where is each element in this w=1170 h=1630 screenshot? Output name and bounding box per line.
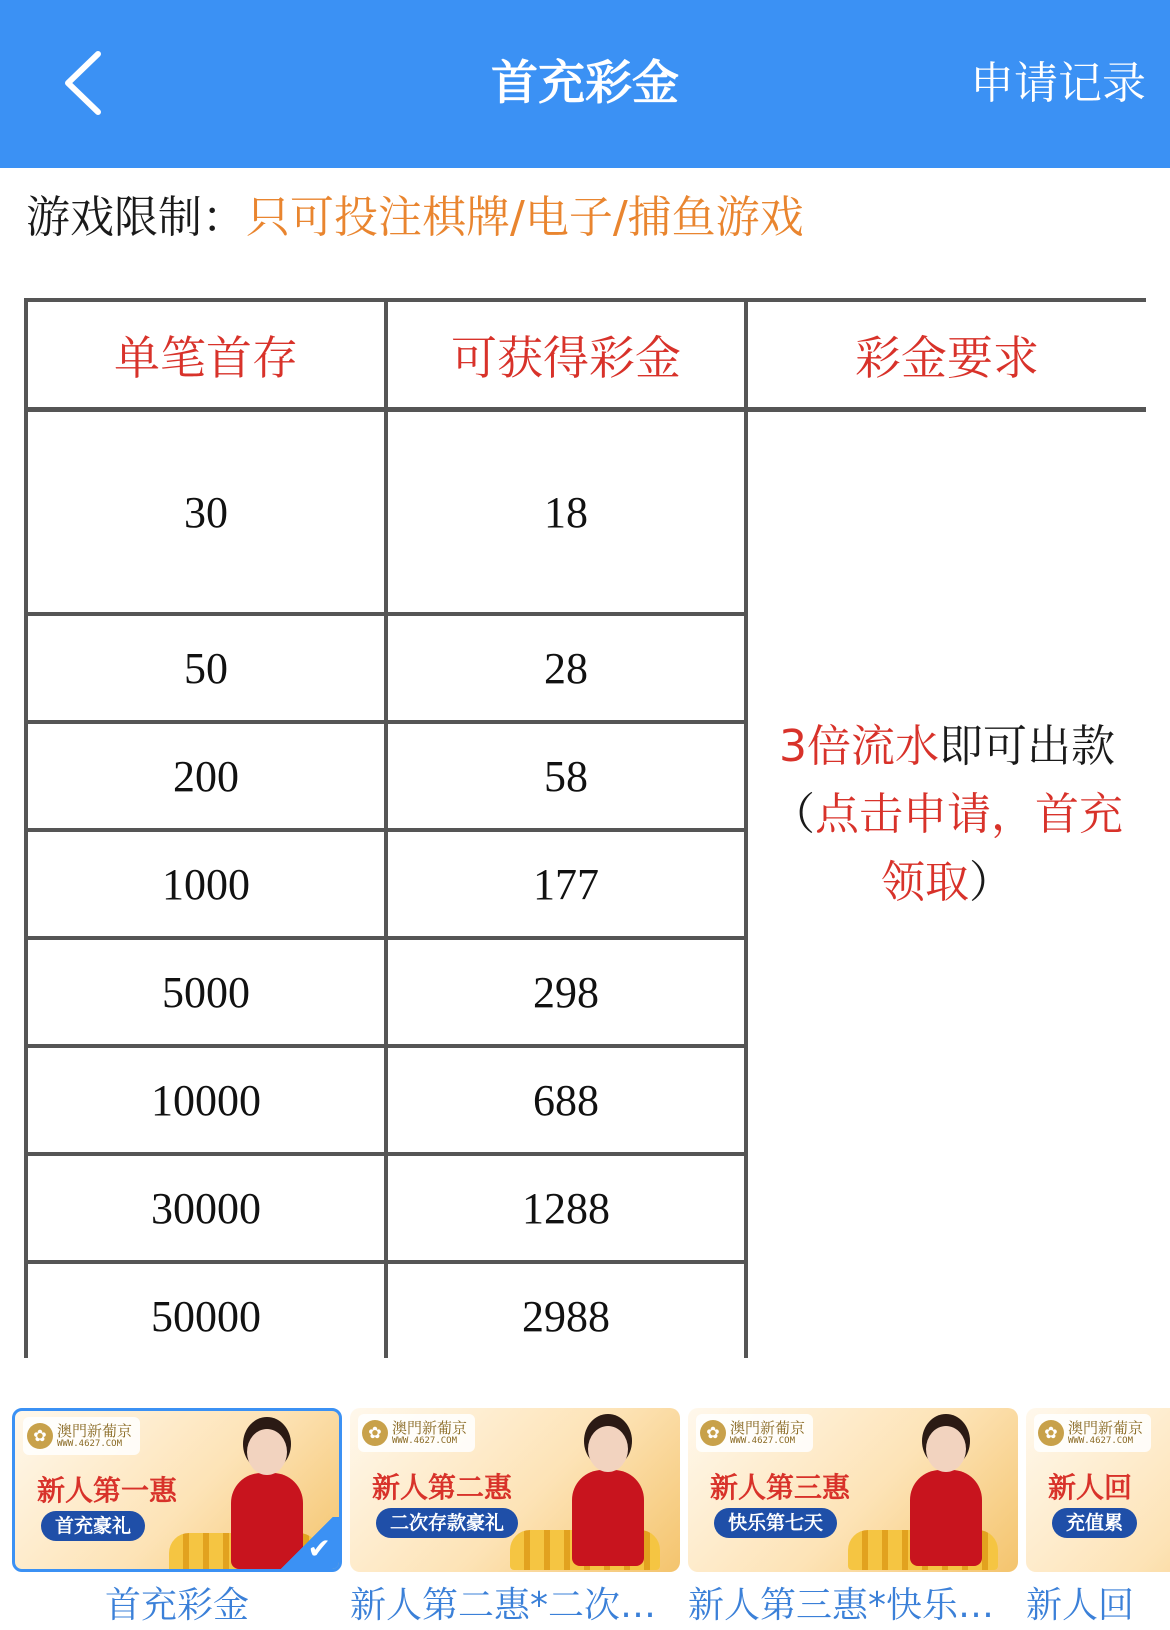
- selected-badge: [275, 1517, 339, 1569]
- promo-carousel[interactable]: [0, 1396, 1170, 1630]
- promo-card-return-offer[interactable]: [1026, 1408, 1170, 1630]
- promo-headline: 新人第一惠: [37, 1474, 178, 1507]
- column-header-bonus: 可获得彩金: [386, 300, 746, 410]
- bonus-cell: 28: [386, 614, 746, 722]
- promo-model-image: [550, 1420, 668, 1570]
- promo-banner: [1026, 1408, 1170, 1572]
- game-limit-value: 只可投注棋牌/电子/捕鱼游戏: [246, 192, 804, 243]
- table-row: [26, 410, 1146, 614]
- deposit-cell: 200: [26, 722, 386, 830]
- deposit-cell: 30: [26, 410, 386, 614]
- top-bar: [0, 0, 1170, 168]
- requirement-apply-hint: 点击申请，首充领取: [815, 789, 1123, 908]
- deposit-cell: 50: [26, 614, 386, 722]
- column-header-requirement: 彩金要求: [746, 300, 1146, 410]
- lotus-logo-icon: ✿: [362, 1420, 388, 1446]
- bonus-cell: 298: [386, 938, 746, 1046]
- bonus-cell: 2988: [386, 1262, 746, 1358]
- brand-logo: [1034, 1414, 1151, 1452]
- promo-card-third-offer[interactable]: [688, 1408, 1018, 1630]
- bonus-cell: 688: [386, 1046, 746, 1154]
- deposit-cell: 5000: [26, 938, 386, 1046]
- checkmark-icon: ✔: [307, 1532, 331, 1565]
- requirement-withdraw: 即可出款: [939, 721, 1115, 772]
- game-limit-line: [26, 188, 804, 248]
- bonus-cell: 177: [386, 830, 746, 938]
- promo-headline: 新人第三惠: [710, 1471, 851, 1504]
- brand-site: WWW.4627.COM: [1068, 1435, 1134, 1446]
- requirement-turnover: 3倍流水: [779, 721, 939, 772]
- lotus-logo-icon: ✿: [27, 1423, 53, 1449]
- promo-tag: 充值累: [1052, 1508, 1137, 1538]
- promo-card-first-deposit[interactable]: [12, 1408, 342, 1630]
- game-limit-label: 游戏限制：: [26, 192, 246, 243]
- promo-headline: 新人第二惠: [372, 1471, 513, 1504]
- deposit-cell: 50000: [26, 1262, 386, 1358]
- promo-tag: 首充豪礼: [41, 1511, 145, 1541]
- paren-open: （: [771, 789, 815, 840]
- brand-logo: [23, 1417, 140, 1455]
- application-records-link[interactable]: 申请记录: [970, 58, 1146, 109]
- promo-caption: 首充彩金: [104, 1585, 249, 1626]
- promo-headline: 新人回: [1048, 1471, 1133, 1504]
- bonus-cell: 1288: [386, 1154, 746, 1262]
- promo-caption: 新人第二惠*二次…: [350, 1585, 657, 1626]
- brand-name: 澳門新葡京: [730, 1418, 806, 1437]
- promo-model-image: [888, 1420, 1006, 1570]
- bonus-table: [24, 298, 1146, 1358]
- brand-site: WWW.4627.COM: [57, 1438, 123, 1449]
- table-header-row: [26, 300, 1146, 410]
- brand-logo: [358, 1414, 475, 1452]
- requirement-cell[interactable]: [746, 410, 1146, 1358]
- brand-site: WWW.4627.COM: [730, 1435, 796, 1446]
- brand-site: WWW.4627.COM: [392, 1435, 458, 1446]
- deposit-cell: 10000: [26, 1046, 386, 1154]
- promo-caption: 新人回: [1026, 1585, 1135, 1626]
- bonus-cell: 18: [386, 410, 746, 614]
- column-header-deposit: 单笔首存: [26, 300, 386, 410]
- brand-name: 澳門新葡京: [1068, 1418, 1144, 1437]
- page-title: 首充彩金: [491, 56, 679, 111]
- promo-card-second-deposit[interactable]: [350, 1408, 680, 1630]
- brand-logo: [696, 1414, 813, 1452]
- brand-name: 澳門新葡京: [57, 1421, 133, 1440]
- promo-banner: [350, 1408, 680, 1572]
- promo-banner: [688, 1408, 1018, 1572]
- promo-caption: 新人第三惠*快乐…: [688, 1585, 995, 1626]
- promo-banner: [12, 1408, 342, 1572]
- promo-tag: 二次存款豪礼: [376, 1508, 518, 1538]
- bonus-table-container: [24, 298, 1146, 1358]
- lotus-logo-icon: ✿: [1038, 1420, 1064, 1446]
- deposit-cell: 1000: [26, 830, 386, 938]
- paren-close: ）: [969, 857, 1013, 908]
- lotus-logo-icon: ✿: [700, 1420, 726, 1446]
- bonus-cell: 58: [386, 722, 746, 830]
- deposit-cell: 30000: [26, 1154, 386, 1262]
- promo-tag: 快乐第七天: [714, 1508, 837, 1538]
- brand-name: 澳門新葡京: [392, 1418, 468, 1437]
